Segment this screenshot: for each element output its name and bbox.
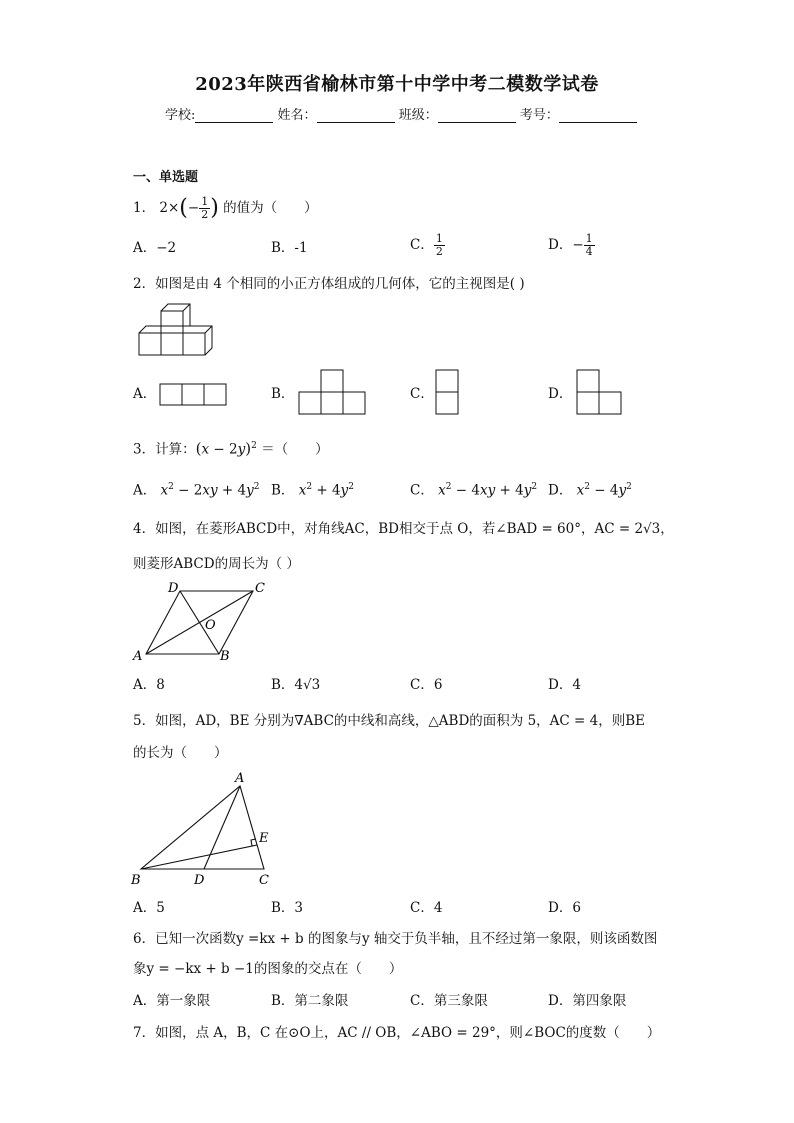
question-5-line-1: 5．如图，AD，BE 分别为∇ABC的中线和高线，△ABD的面积为 5，AC = 4，则BE: [133, 713, 645, 729]
q5-option-c[interactable]: C．4: [410, 900, 443, 916]
q2-option-c[interactable]: C．: [410, 386, 434, 402]
exam-title: 2023年陕西省榆林市第十中学中考二模数学试卷: [195, 74, 599, 95]
triangle-label-a: A: [235, 771, 245, 786]
q2-option-a-figure: [159, 383, 229, 406]
triangle-figure: [128, 768, 278, 890]
triangle-label-b: B: [131, 873, 141, 888]
q4-option-d[interactable]: D．4: [548, 677, 581, 693]
q6-option-b[interactable]: B．第二象限: [271, 993, 349, 1009]
school-label: 学校:: [165, 108, 196, 123]
q4-option-b[interactable]: B．4√3: [271, 677, 321, 693]
name-label: 姓名：: [277, 108, 317, 123]
question-3: 3．计算：$(x - 2y)^2$ ＝（ ）: [133, 439, 329, 458]
q4-option-a[interactable]: A．8: [133, 677, 165, 693]
q6-option-a[interactable]: A．第一象限: [133, 993, 211, 1009]
cube-solid-figure: [138, 302, 214, 358]
q1-option-c[interactable]: C． $\frac{1}{2}$: [410, 232, 443, 258]
name-blank[interactable]: [317, 108, 395, 123]
question-6-line-1: 6．已知一次函数y =kx + b 的图象与y 轴交于负半轴，且不经过第一象限，则该函数图: [133, 931, 658, 947]
q3-option-a[interactable]: A． $x^2 - 2xy + 4y^2$: [133, 482, 260, 499]
question-4-line-1: 4．如图，在菱形ABCD中，对角线AC，BD相交于点 O，若∠BAD = 60°，AC = 2√3，: [133, 521, 674, 537]
q5-option-a[interactable]: A．5: [133, 900, 165, 916]
rhombus-label-d: D: [168, 581, 179, 596]
q5-option-d[interactable]: D．6: [548, 900, 581, 916]
q2-option-b[interactable]: B．: [271, 386, 295, 402]
q2-option-b-figure: [298, 369, 368, 415]
class-label: 班级：: [398, 108, 438, 123]
q1-option-d[interactable]: D．− $\frac{1}{4}$: [548, 232, 593, 258]
q6-option-c[interactable]: C．第三象限: [410, 993, 488, 1009]
triangle-label-d: D: [194, 873, 205, 888]
q1-option-b[interactable]: B．-1: [271, 240, 308, 256]
number-blank[interactable]: [559, 108, 637, 123]
question-2: 2．如图是由 4 个相同的小正方体组成的几何体，它的主视图是( ): [133, 276, 525, 292]
q4-option-c[interactable]: C．6: [410, 677, 443, 693]
question-5-line-2: 的长为（ ）: [133, 745, 228, 761]
q5-option-b[interactable]: B．3: [271, 900, 304, 916]
section-heading: 一、单选题: [133, 170, 199, 185]
rhombus-label-c: C: [255, 581, 265, 596]
rhombus-figure: [130, 578, 270, 666]
q3-option-c[interactable]: C． $x^2 - 4xy + 4y^2$: [410, 482, 538, 499]
rhombus-label-b: B: [220, 649, 230, 664]
q3-option-b[interactable]: B． $x^2 + 4y^2$: [271, 482, 354, 499]
triangle-label-c: C: [259, 873, 269, 888]
triangle-label-e: E: [259, 831, 269, 846]
q2-option-d-figure: [576, 369, 624, 415]
rhombus-label-a: A: [133, 649, 143, 664]
question-6-line-2: 象y = −kx + b −1的图象的交点在（ ）: [133, 961, 403, 977]
q6-option-d[interactable]: D．第四象限: [548, 993, 627, 1009]
class-blank[interactable]: [438, 108, 516, 123]
number-label: 考号：: [519, 108, 559, 123]
q2-option-d[interactable]: D．: [548, 386, 573, 402]
rhombus-label-o: O: [205, 618, 216, 633]
q2-option-a[interactable]: A．: [133, 386, 157, 402]
school-blank[interactable]: [195, 108, 273, 123]
q1-option-a[interactable]: A．−2: [133, 240, 177, 256]
question-7-line-1: 7．如图，点 A，B，C 在⊙O上，AC // OB，∠ABO = 29°，则∠BOC的度数（ ）: [133, 1025, 661, 1041]
question-1: 1． 2×(− $\frac{1}{2}$ ) 的值为（ ）: [133, 195, 318, 221]
question-4-line-2: 则菱形ABCD的周长为（ ）: [133, 556, 300, 572]
q2-option-c-figure: [435, 369, 461, 415]
student-info-row: [165, 104, 637, 123]
q3-option-d[interactable]: D． $x^2 - 4y^2$: [548, 482, 632, 499]
